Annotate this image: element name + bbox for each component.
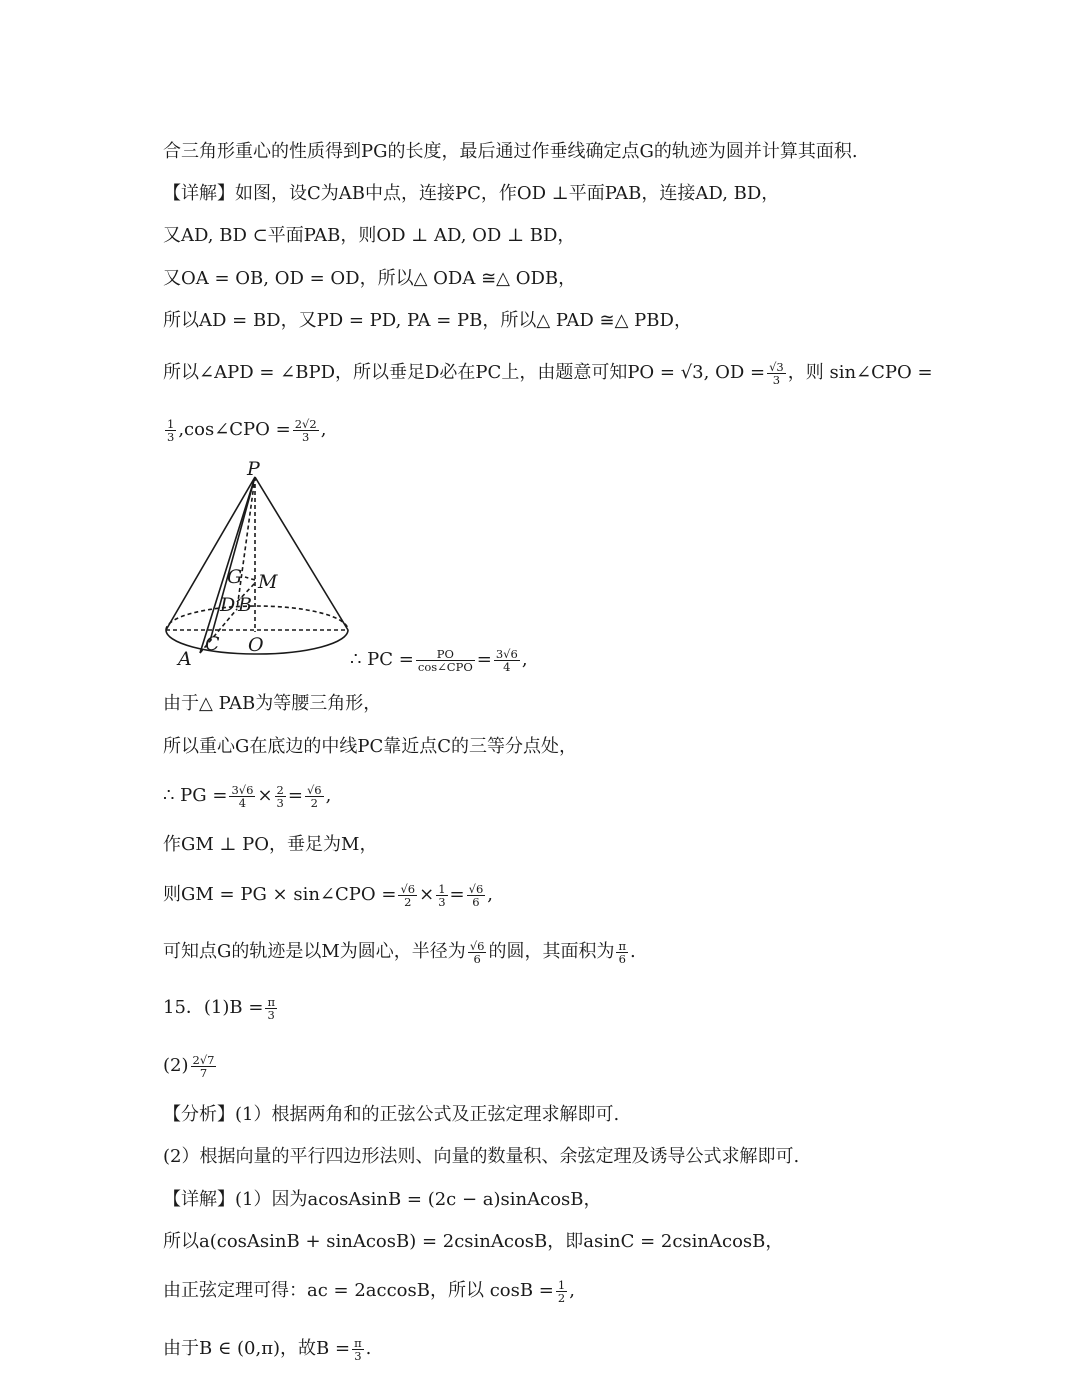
fraction: $\frac{1}{3}$	[438, 881, 446, 909]
text-line: 由于B ∈ (0,π)，故B = $\frac{\pi}{3}$ .	[163, 1335, 372, 1363]
generator-right	[255, 477, 348, 630]
text-line: 所以a(cosAsinB + sinAcosB) = 2csinAcosB，即asinC = 2csinAcosB，	[163, 1231, 784, 1252]
label-B: B	[238, 594, 252, 616]
label-P: P	[247, 458, 260, 480]
text-line: 15．(1)B = $\frac{\pi}{3}$	[163, 994, 275, 1022]
fraction: $\frac{\pi}{3}$	[354, 1335, 362, 1363]
text-line: $\frac{1}{3}$ ,cos∠CPO = $\frac{2√2}{3}$ ,	[167, 416, 327, 444]
text-line: 则GM = PG × sin∠CPO = $\frac{√6}{2}$ × $\frac{1}{3}$ = $\frac{√6}{6}$ ,	[163, 881, 494, 909]
text-line: 可知点G的轨迹是以M为圆心，半径为 $\frac{√6}{6}$ 的圆，其面积为 $\frac{\pi}{6}$ .	[163, 938, 636, 966]
fraction: $\frac{√6}{6}$	[468, 881, 484, 909]
fraction: $\frac{\pi}{3}$	[267, 994, 275, 1022]
text-line: ∴ PC = $\frac{PO}{\text{cos∠CPO}}$ = $\frac{3√6}{4}$ ,	[350, 646, 528, 674]
label-D: D	[220, 594, 236, 616]
text-line: 合三角形重心的性质得到PG的长度，最后通过作垂线确定点G的轨迹为圆并计算其面积.	[163, 141, 858, 162]
fraction: $\frac{√6}{6}$	[469, 938, 485, 966]
fraction: $\frac{3√6}{4}$	[495, 646, 518, 674]
text-line: 所以AD = BD，又PD = PD, PA = PB，所以△ PAD ≅△ PBD，	[163, 310, 692, 331]
fraction: $\frac{2}{3}$	[276, 782, 284, 810]
label-O: O	[248, 634, 264, 656]
line-PB	[237, 477, 255, 609]
text-line: 所以重心G在底边的中线PC靠近点C的三等分点处，	[163, 736, 578, 757]
text-line: (2）根据向量的平行四边形法则、向量的数量积、余弦定理及诱导公式求解即可.	[163, 1146, 800, 1167]
fraction: $\frac{\pi}{6}$	[618, 938, 627, 966]
label-C: C	[205, 633, 220, 655]
base-back-arc	[166, 606, 348, 630]
text-line: 作GM ⊥ PO，垂足为M，	[163, 834, 378, 855]
text-line: ∴ PG = $\frac{3√6}{4}$ × $\frac{2}{3}$ = $\frac{√6}{2}$ ,	[163, 782, 332, 810]
text-line: 【详解】(1）因为acosAsinB = (2c − a)sinAcosB，	[163, 1189, 602, 1210]
fraction: $\frac{3√6}{4}$	[231, 782, 254, 810]
text-line: (2) $\frac{2√7}{7}$	[163, 1052, 215, 1080]
fraction: $\frac{1}{2}$	[557, 1277, 566, 1305]
cone-figure	[150, 455, 365, 670]
fraction: $\frac{√6}{2}$	[306, 782, 322, 810]
line-PA	[200, 477, 255, 653]
text-line: 由正弦定理可得：ac = 2accosB，所以 cosB = $\frac{1}{2}$ ,	[163, 1277, 575, 1305]
fraction: $\frac{2√2}{3}$	[294, 416, 317, 444]
text-line: 所以∠APD = ∠BPD，所以垂足D必在PC上，由题意可知PO = √3, OD = $\frac{√3}{3}$ ，则 sin∠CPO =	[163, 359, 933, 387]
fraction: $\frac{√3}{3}$	[769, 359, 784, 387]
line-GM	[245, 577, 255, 580]
label-A: A	[178, 648, 192, 670]
text-line: 又AD, BD ⊂平面PAB，则OD ⊥ AD, OD ⊥ BD，	[163, 225, 576, 246]
text-line: 【详解】如图，设C为AB中点，连接PC，作OD ⊥平面PAB，连接AD, BD，	[163, 183, 780, 204]
text-line: 由于△ PAB为等腰三角形，	[163, 693, 382, 714]
fraction: $\frac{2√7}{7}$	[192, 1052, 215, 1080]
fraction: $\frac{1}{3}$	[167, 416, 175, 444]
fraction: $\frac{PO}{\text{cos∠CPO}}$	[417, 646, 473, 674]
text-line: 【分析】(1）根据两角和的正弦公式及正弦定理求解即可.	[163, 1104, 620, 1125]
text-line: 又OA = OB, OD = OD，所以△ ODA ≅△ ODB，	[163, 268, 577, 289]
label-G: G	[227, 566, 243, 588]
label-M: M	[258, 571, 278, 593]
fraction: $\frac{√6}{2}$	[400, 881, 416, 909]
line-PC	[210, 477, 255, 641]
